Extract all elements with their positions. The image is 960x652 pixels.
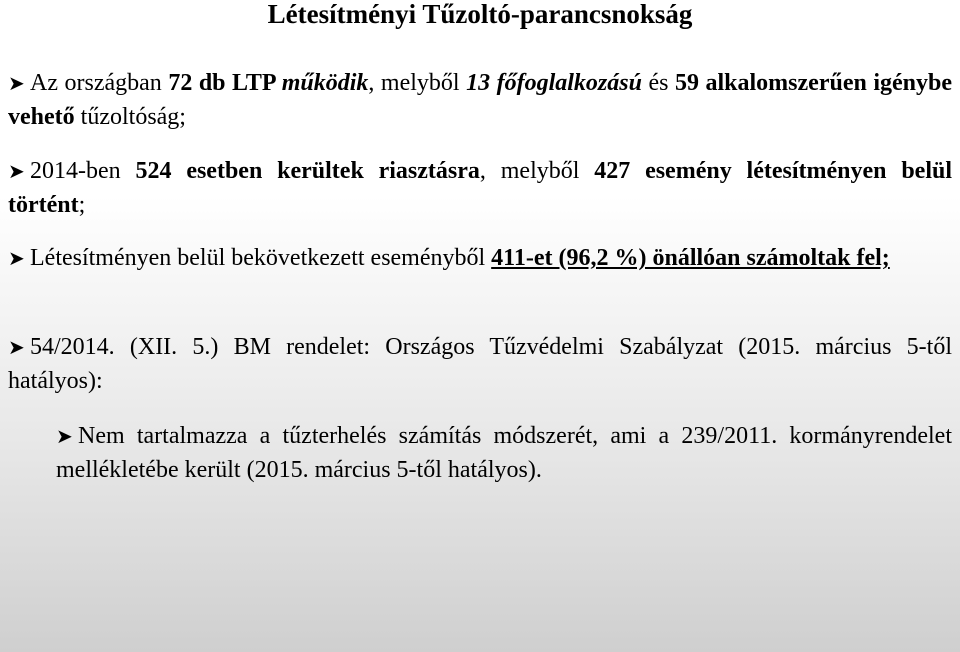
bullet-events-handled: ➤ Létesítményen belül bekövetkezett eseményből 411-et (96,2 %) önállóan számoltak fel;	[8, 242, 952, 276]
arrow-bullet-icon: ➤	[56, 426, 73, 448]
arrow-bullet-icon: ➤	[8, 248, 25, 270]
sub-bullet-fire-load: ➤ Nem tartalmazza a tűzterhelés számítás módszerét, ami a 239/2011. kormányrendelet mellékletébe került (2015. március 5-től hatályos).	[56, 423, 952, 483]
bullet-regulation: ➤ 54/2014. (XII. 5.) BM rendelet: Országos Tűzvédelmi Szabályzat (2015. március 5-től hatályos):	[8, 334, 952, 394]
bullet-ltp-count: ➤ Az országban 72 db LTP működik, melyből 13 főfoglalkozású és 59 alkalomszerűen igénybe vehető tűzoltóság;	[8, 70, 953, 130]
arrow-bullet-icon: ➤	[8, 337, 25, 359]
arrow-bullet-icon: ➤	[8, 161, 25, 183]
slide-title: Létesítményi Tűzoltó-parancsnokság	[267, 0, 693, 29]
bullet-alarms-2014: ➤ 2014-ben 524 esetben kerültek riasztásra, melyből 427 esemény létesítményen belül történt;	[8, 158, 952, 218]
arrow-bullet-icon: ➤	[8, 73, 25, 95]
